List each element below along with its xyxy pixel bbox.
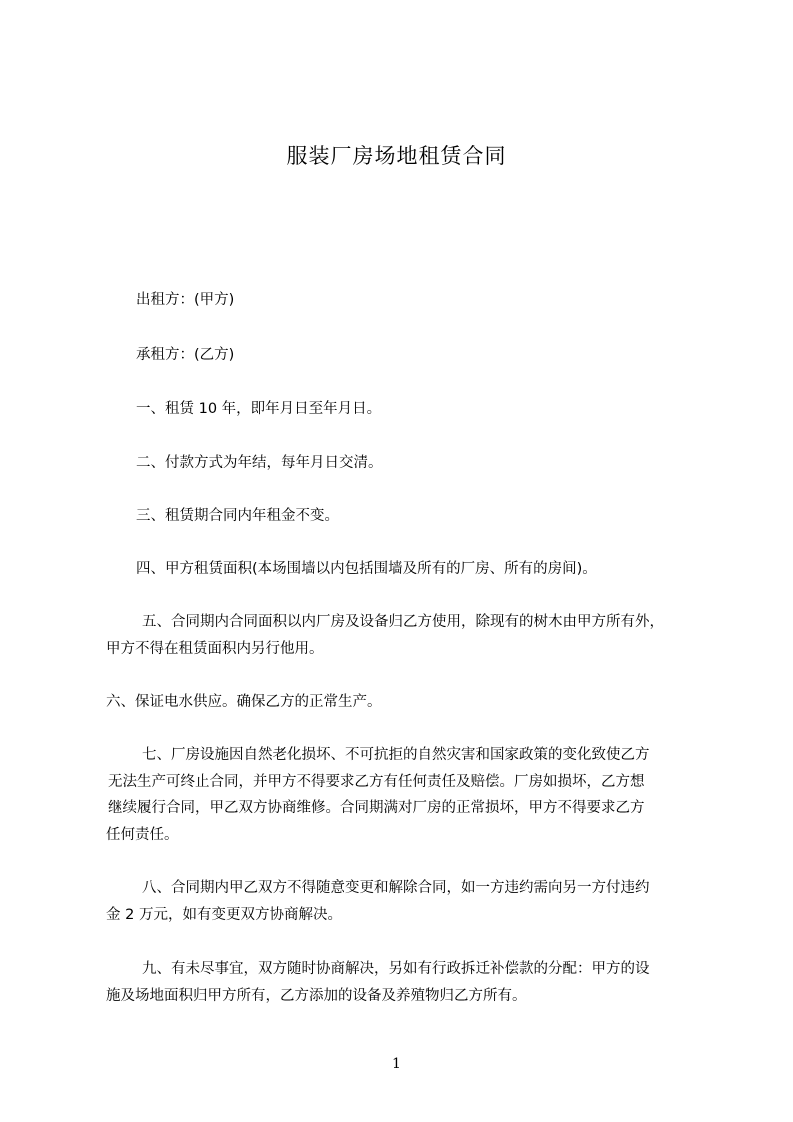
clause-3: 三、租赁期合同内年租金不变。 <box>136 508 339 524</box>
lessee-line: 承租方：(乙方) <box>136 347 235 363</box>
clause-1: 一、租赁 10 年，即年月日至年月日。 <box>136 401 382 417</box>
clause-9-line-1: 九、有未尽事宜，双方随时协商解决，另如有行政拆迁补偿款的分配：甲方的设 <box>142 961 650 977</box>
contract-title: 服装厂房场地租赁合同 <box>286 144 507 168</box>
clause-7-line-3: 继续履行合同，甲乙双方协商维修。合同期满对厂房的正常损坏，甲方不得要求乙方 <box>108 800 645 816</box>
clause-4: 四、甲方租赁面积(本场围墙以内包括围墙及所有的厂房、所有的房间)。 <box>136 561 597 577</box>
clause-8-line-2: 金 2 万元，如有变更双方协商解决。 <box>106 907 342 923</box>
clause-7-line-4: 任何责任。 <box>106 827 179 843</box>
page-number: 1 <box>392 1056 401 1072</box>
lessor-line: 出租方：(甲方) <box>136 292 235 308</box>
clause-2: 二、付款方式为年结，每年月日交清。 <box>136 455 383 471</box>
clause-7-line-1: 七、厂房设施因自然老化损坏、不可抗拒的自然灾害和国家政策的变化致使乙方 <box>142 747 650 763</box>
clause-5-line-2: 甲方不得在租赁面积内另行他用。 <box>106 641 324 657</box>
clause-8-line-1: 八、合同期内甲乙双方不得随意变更和解除合同，如一方违约需向另一方付违约 <box>142 880 650 896</box>
clause-5-line-1: 五、合同期内合同面积以内厂房及设备归乙方使用，除现有的树木由甲方所有外， <box>142 614 664 630</box>
clause-7-line-2: 无法生产可终止合同，并甲方不得要求乙方有任何责任及赔偿。厂房如损坏，乙方想 <box>108 774 645 790</box>
clause-6: 六、保证电水供应。确保乙方的正常生产。 <box>106 694 382 710</box>
clause-9-line-2: 施及场地面积归甲方所有，乙方添加的设备及养殖物归乙方所有。 <box>106 988 527 1004</box>
